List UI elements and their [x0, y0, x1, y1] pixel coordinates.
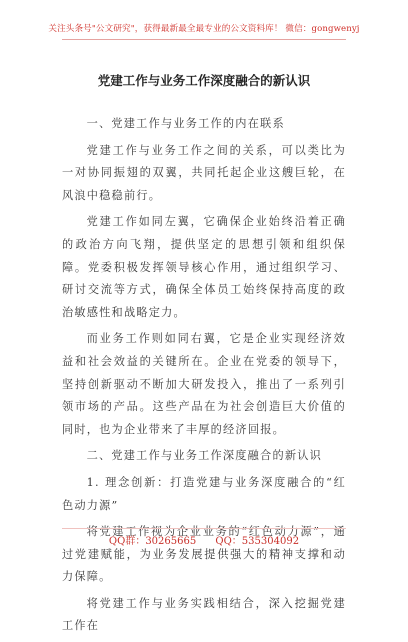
footer-divider	[62, 528, 346, 529]
subsection-heading: 1. 理念创新：打造党建与业务深度融合的“红色动力源”	[62, 475, 346, 512]
document-title: 党建工作与业务工作深度融合的新认识	[97, 73, 311, 88]
footer	[0, 532, 408, 547]
header-divider	[62, 39, 346, 40]
paragraph: 党建工作如同左翼，它确保企业始终沿着正确的政治方向飞翔，提供坚定的思想引领和组织保障。党委积极发挥领导核心作用，通过组织学习、研讨交流等方式，确保全体员工始终保持高度的政治敏感性和战略定力。	[62, 215, 346, 319]
header-banner: 关注头条号"公文研究"，获得最新最全最专业的公文资料库！ 微信：gongwenyj	[48, 24, 360, 34]
section-heading: 一、党建工作与业务工作的内在联系	[86, 117, 285, 130]
section-heading: 二、党建工作与业务工作深度融合的新认识	[86, 449, 322, 463]
paragraph: 党建工作与业务工作之间的关系，可以类比为一对协同振翅的双翼，共同托起企业这艘巨轮，在风浪中稳稳前行。	[62, 143, 346, 202]
footer-qq: QQ：535304092	[215, 536, 300, 547]
footer-qq-group: QQ群：30265665	[108, 536, 197, 547]
paragraph: 而业务工作则如同右翼，它是企业实现经济效益和社会效益的关键所在。企业在党委的领导下，坚持创新驱动不断加大研发投入，推出了一系列引领市场的产品。这些产品在为社会创造巨大价值的同时，也为企业带来了丰厚的经济回报。	[62, 332, 346, 436]
paragraph: 将党建工作与业务实践相结合，深入挖掘党建工作在	[62, 596, 346, 633]
paragraph: 将党建工作视为企业业务的“红色动力源”，通过党建赋能，为业务发展提供强大的精神支撑和动力保障。	[62, 525, 346, 584]
document-body	[62, 113, 346, 642]
